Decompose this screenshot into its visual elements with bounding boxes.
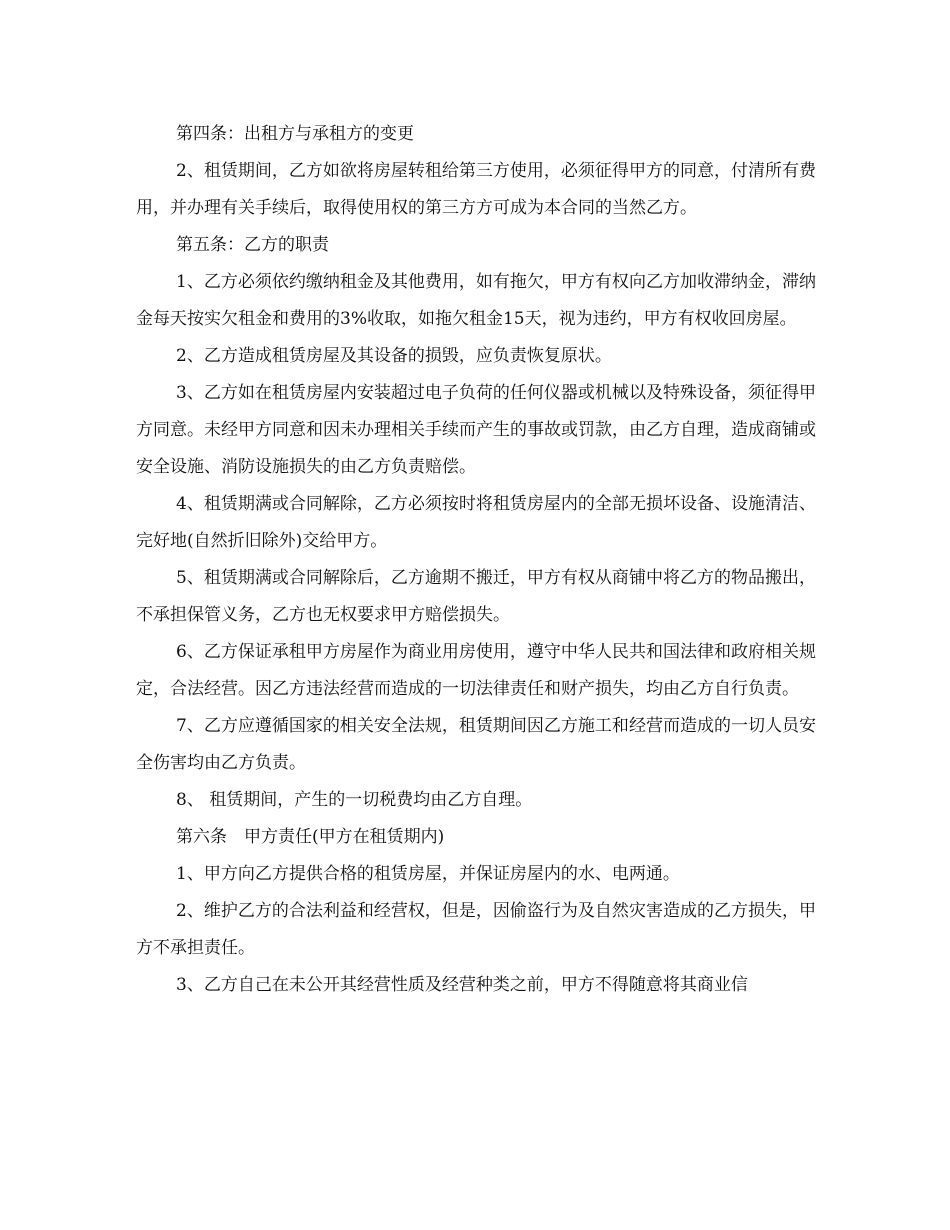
article-5-clause-8: 8、 租赁期间，产生的一切税费均由乙方自理。 (176, 790, 533, 810)
article-5-heading: 第五条：乙方的职责 (176, 235, 329, 255)
document-body (136, 116, 816, 1004)
article-6-clause-1: 1、甲方向乙方提供合格的租赁房屋，并保证房屋内的水、电两通。 (176, 864, 680, 884)
article-5-clause-2: 2、乙方造成租赁房屋及其设备的损毁，应负责恢复原状。 (176, 346, 612, 366)
article-4-clause-2: 2、租赁期间，乙方如欲将房屋转租给第三方使用，必须征得甲方的同意，付清所有费用，并办理有关手续后，取得使用权的第三方方可成为本合同的当然乙方。 (136, 161, 816, 218)
article-5-clause-5: 5、租赁期满或合同解除后，乙方逾期不搬迁，甲方有权从商铺中将乙方的物品搬出，不承担保管义务，乙方也无权要求甲方赔偿损失。 (136, 568, 816, 625)
article-6-clause-2: 2、维护乙方的合法利益和经营权，但是，因偷盗行为及自然灾害造成的乙方损失，甲方不承担责任。 (136, 901, 816, 958)
article-6-clause-3: 3、乙方自己在未公开其经营性质及经营种类之前，甲方不得随意将其商业信 (176, 975, 748, 995)
article-5-clause-6: 6、乙方保证承租甲方房屋作为商业用房使用，遵守中华人民共和国法律和政府相关规定，合法经营。因乙方违法经营而造成的一切法律责任和财产损失，均由乙方自行负责。 (136, 642, 816, 699)
article-5-clause-1: 1、乙方必须依约缴纳租金及其他费用，如有拖欠，甲方有权向乙方加收滞纳金，滞纳金每天按实欠租金和费用的3%收取，如拖欠租金15天，视为违约，甲方有权收回房屋。 (136, 272, 816, 329)
article-4-heading: 第四条：出租方与承租方的变更 (176, 124, 414, 144)
article-5-clause-7: 7、乙方应遵循国家的相关安全法规，租赁期间因乙方施工和经营而造成的一切人员安全伤害均由乙方负责。 (136, 716, 816, 773)
article-6-heading: 第六条 甲方责任(甲方在租赁期内) (176, 827, 445, 847)
article-5-clause-4: 4、租赁期满或合同解除，乙方必须按时将租赁房屋内的全部无损坏设备、设施清洁、完好地(自然折旧除外)交给甲方。 (136, 494, 816, 551)
article-5-clause-3: 3、乙方如在租赁房屋内安装超过电子负荷的任何仪器或机械以及特殊设备，须征得甲方同意。未经甲方同意和因未办理相关手续而产生的事故或罚款，由乙方自理，造成商铺或安全设施、消防设施损失的由乙方负责赔偿。 (136, 383, 816, 477)
